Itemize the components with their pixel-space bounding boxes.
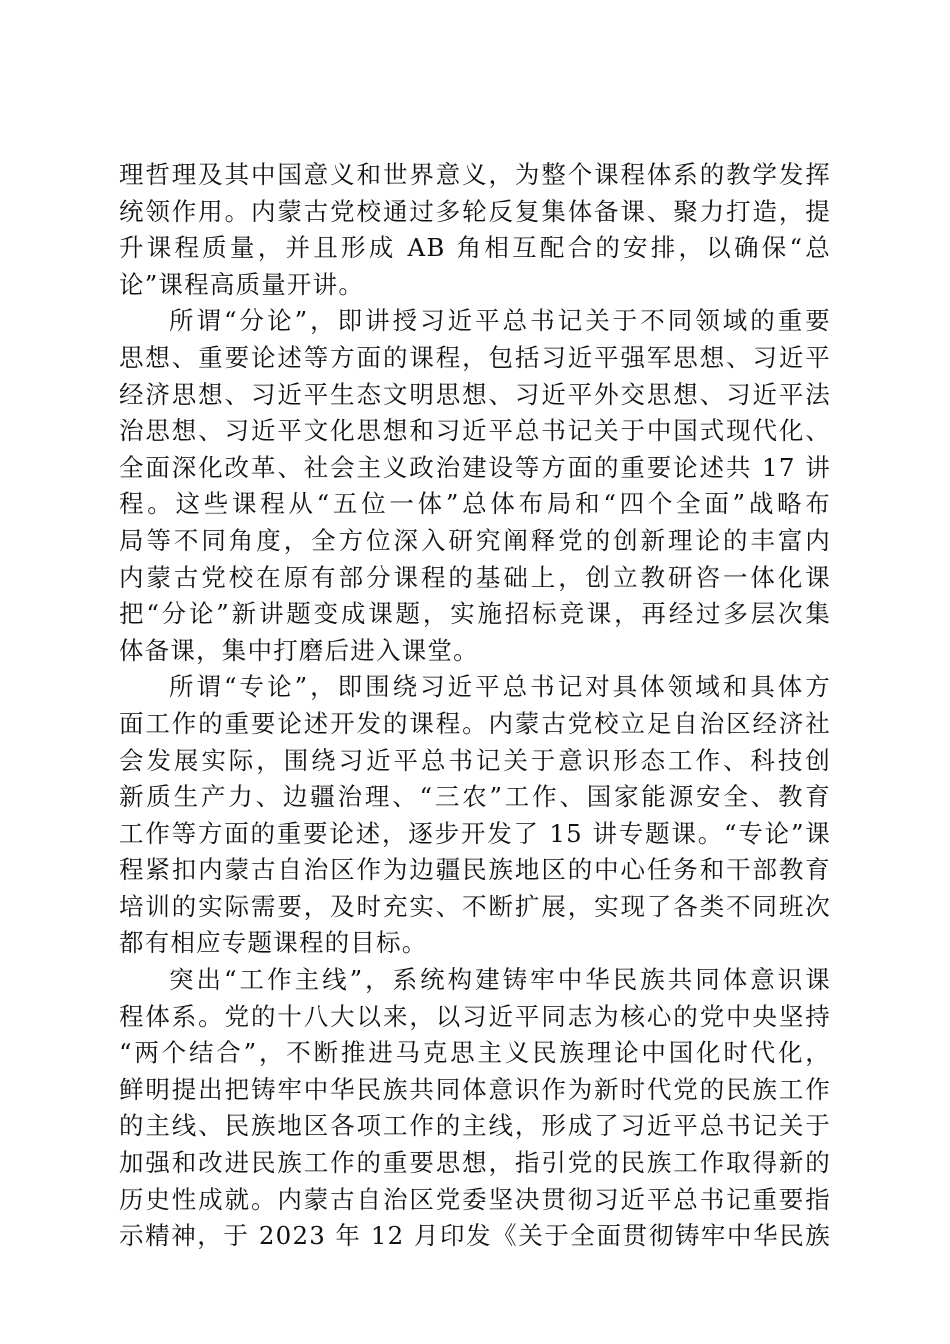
text-line: 加强和改进民族工作的重要思想，指引党的民族工作取得新的 — [119, 1148, 831, 1178]
text-line: 工作等方面的重要论述，逐步开发了 15 讲专题课。“专论”课 — [119, 818, 831, 848]
text-line: 全面深化改革、社会主义政治建设等方面的重要论述共 17 讲 — [119, 452, 831, 482]
text-line: 局等不同角度，全方位深入研究阐释党的创新理论的丰富内 — [119, 525, 831, 555]
text-line: 升课程质量，并且形成 AB 角相互配合的安排，以确保“总 — [119, 233, 831, 263]
text-line: 治思想、习近平文化思想和习近平总书记关于中国式现代化、 — [119, 416, 831, 446]
text-line: 思想、重要论述等方面的课程，包括习近平强军思想、习近平 — [119, 342, 831, 372]
text-line: “两个结合”，不断推进马克思主义民族理论中国化时代化， — [119, 1038, 831, 1068]
text-line: 示精神，于 2023 年 12 月印发《关于全面贯彻铸牢中华民族 — [119, 1221, 831, 1251]
text-line: 会发展实际，围绕习近平总书记关于意识形态工作、科技创 — [119, 745, 831, 775]
text-line: 经济思想、习近平生态文明思想、习近平外交思想、习近平法 — [119, 379, 831, 409]
text-line: 把“分论”新讲题变成课题，实施招标竞课，再经过多层次集 — [119, 599, 831, 629]
text-line: 程。这些课程从“五位一体”总体布局和“四个全面”战略布 — [119, 489, 831, 519]
text-line: 面工作的重要论述开发的课程。内蒙古党校立足自治区经济社 — [119, 708, 831, 738]
body-text — [119, 157, 831, 1255]
text-line: 新质生产力、边疆治理、“三农”工作、国家能源安全、教育 — [119, 782, 831, 812]
text-line: 体备课，集中打磨后进入课堂。 — [119, 635, 479, 665]
text-line: 论”课程高质量开讲。 — [119, 269, 365, 299]
text-line: 都有相应专题课程的目标。 — [119, 928, 428, 958]
paragraph-first-line: 所谓“分论”，即讲授习近平总书记关于不同领域的重要 — [169, 306, 831, 336]
text-line: 程体系。党的十八大以来，以习近平同志为核心的党中央坚持 — [119, 1001, 831, 1031]
text-line: 内蒙古党校在原有部分课程的基础上，创立教研咨一体化课 — [119, 562, 831, 592]
text-line: 历史性成就。内蒙古自治区党委坚决贯彻习近平总书记重要指 — [119, 1184, 831, 1214]
text-line: 的主线、民族地区各项工作的主线，形成了习近平总书记关于 — [119, 1111, 831, 1141]
text-line: 理哲理及其中国意义和世界意义，为整个课程体系的教学发挥 — [119, 160, 831, 189]
text-line: 程紧扣内蒙古自治区作为边疆民族地区的中心任务和干部教育 — [119, 855, 831, 885]
text-line: 统领作用。内蒙古党校通过多轮反复集体备课、聚力打造，提 — [119, 196, 831, 226]
text-line: 培训的实际需要，及时充实、不断扩展，实现了各类不同班次 — [119, 891, 831, 921]
paragraph-first-line: 突出“工作主线”，系统构建铸牢中华民族共同体意识课 — [169, 965, 831, 995]
text-line: 鲜明提出把铸牢中华民族共同体意识作为新时代党的民族工作 — [119, 1074, 831, 1104]
paragraph-first-line: 所谓“专论”，即围绕习近平总书记对具体领域和具体方 — [169, 672, 831, 702]
